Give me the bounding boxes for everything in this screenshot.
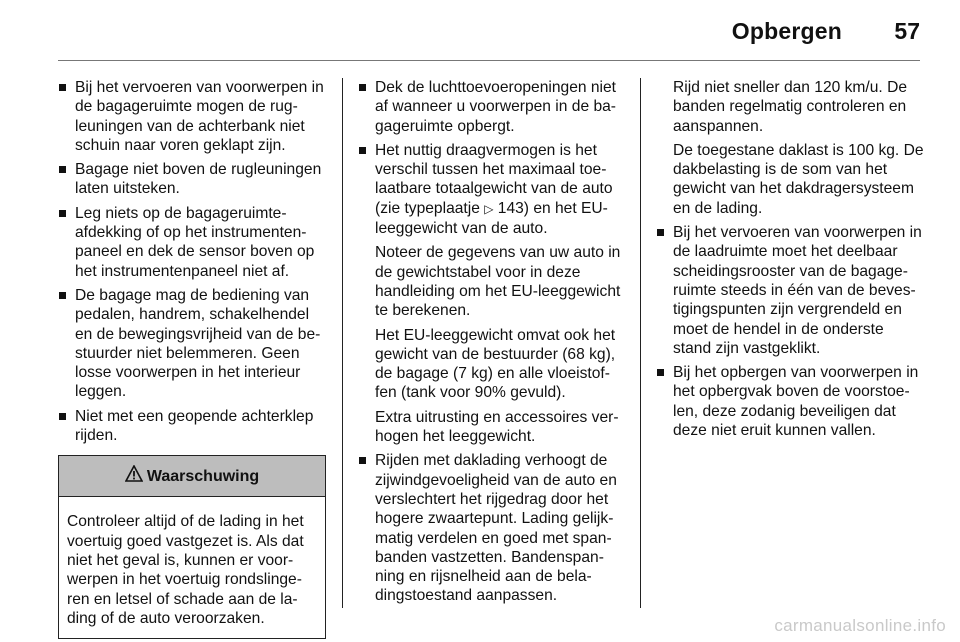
- list-item-text: Niet met een geopende achterklep rijden.: [75, 407, 314, 445]
- list-item: [358, 451, 626, 605]
- list-item-text: 143) en het EU-leeggewicht van de auto.: [375, 199, 608, 238]
- bullet-icon: [59, 292, 66, 299]
- list-item: [358, 78, 626, 136]
- list-item-text: Het nuttig draagvermogen is het verschil tussen het maximaal toelaatbare totaalgewicht van de auto (zie typeplaatje: [375, 141, 613, 217]
- header-divider: [58, 60, 920, 61]
- column-3: [656, 78, 924, 445]
- paragraph: Noteer de gegevens van uw auto in de gewichtstabel voor in deze handleiding om het EU-leeggewicht te berekenen.: [375, 244, 621, 320]
- list-item-text: Bij het vervoeren van voorwerpen in de laadruimte moet het deelbaar scheidingsrooster van de bagageruimte steeds in één van de bevestigingspunten zijn vergrendeld en moet de hendel in de onderste stand zijn vastgeklikt.: [673, 224, 922, 357]
- bullet-icon: [59, 166, 66, 173]
- list-item: [656, 223, 924, 358]
- list-item-text: Dek de luchttoevoeropeningen niet af wanneer u voorwerpen in de bagageruimte opbergt.: [375, 79, 617, 135]
- paragraph: Het EU-leeggewicht omvat ook het gewicht van de bestuurder (68 kg), de bagage (7 kg) en alle vloeistoffen (tank voor 90% gevuld).: [375, 326, 616, 402]
- list-item-text: Rijden met daklading verhoogt de zijwindgevoeligheid van de auto en verslechtert het rijgedrag door het hogere zwaartepunt. Lading gelijkmatig verdelen en goed met spanbanden vastzetten. Bandenspanning en rijsnelheid aan de beladingstoestand aanpassen.: [375, 452, 617, 605]
- warning-triangle-icon: [125, 465, 143, 487]
- paragraph: De toegestane daklast is 100 kg. De dakbelasting is de som van het gewicht van het dakdragersysteem en de lading.: [673, 141, 924, 217]
- list-item: [58, 160, 326, 199]
- list-item-text: De bagage mag de bediening van pedalen, handrem, schakelhendel en de bewegingsvrijheid van de bestuurder niet belemmeren. Geen losse voorwerpen in het interieur leggen.: [75, 286, 321, 401]
- page-number: 57: [894, 18, 920, 44]
- bullet-icon: [59, 84, 66, 91]
- bullet-icon: [59, 413, 66, 420]
- paragraph: Extra uitrusting en accessoires verhogen het leeggewicht.: [375, 408, 619, 446]
- warning-header: [59, 456, 325, 497]
- list-item-text: Bagage niet boven de rugleuningen laten uitsteken.: [75, 161, 322, 198]
- bullet-icon: [359, 84, 366, 91]
- bullet-icon: [359, 457, 366, 464]
- list-item: [358, 141, 626, 238]
- column-divider: [342, 78, 343, 608]
- bullet-icon: [657, 229, 664, 236]
- column-1: [58, 78, 326, 639]
- list-item: [58, 407, 326, 446]
- list-item: [656, 363, 924, 440]
- list-item-text: Bij het opbergen van voorwerpen in het opbergvak boven de voorstoelen, deze zodanig beveiligen dat deze niet eruit kunnen vallen.: [673, 364, 919, 440]
- page-title: Opbergen: [731, 18, 842, 44]
- column-2: [358, 78, 626, 611]
- watermark: carmanualsonline.info: [774, 616, 946, 635]
- list-item: [58, 204, 326, 281]
- warning-text: Controleer altijd of de lading in het voertuig goed vastgezet is. Als dat niet het geval is, kunnen er voorwerpen in het voertuig rondslingeren en letsel of schade aan de lading of de auto veroorzaken.: [67, 513, 304, 627]
- list-item-text: Bij het vervoeren van voorwerpen in de bagageruimte mogen de rugleuningen van de achterbank niet schuin naar voren geklapt zijn.: [75, 79, 324, 154]
- list-item-text: Leg niets op de bagageruimteafdekking of op het instrumentenpaneel en dek de sensor boven op het instrumentenpaneel niet af.: [75, 204, 315, 280]
- warning-title: Waarschuwing: [146, 467, 260, 485]
- list-item: [58, 78, 326, 155]
- column-divider: [640, 78, 641, 608]
- bullet-icon: [657, 369, 664, 376]
- bullet-icon: [359, 147, 366, 154]
- warning-box: [58, 455, 326, 639]
- bullet-icon: [59, 210, 66, 217]
- list-item: [58, 286, 326, 402]
- paragraph: Rijd niet sneller dan 120 km/u. De banden regelmatig controleren en aanspannen.: [673, 79, 908, 135]
- page-reference-icon: ▷: [484, 201, 494, 216]
